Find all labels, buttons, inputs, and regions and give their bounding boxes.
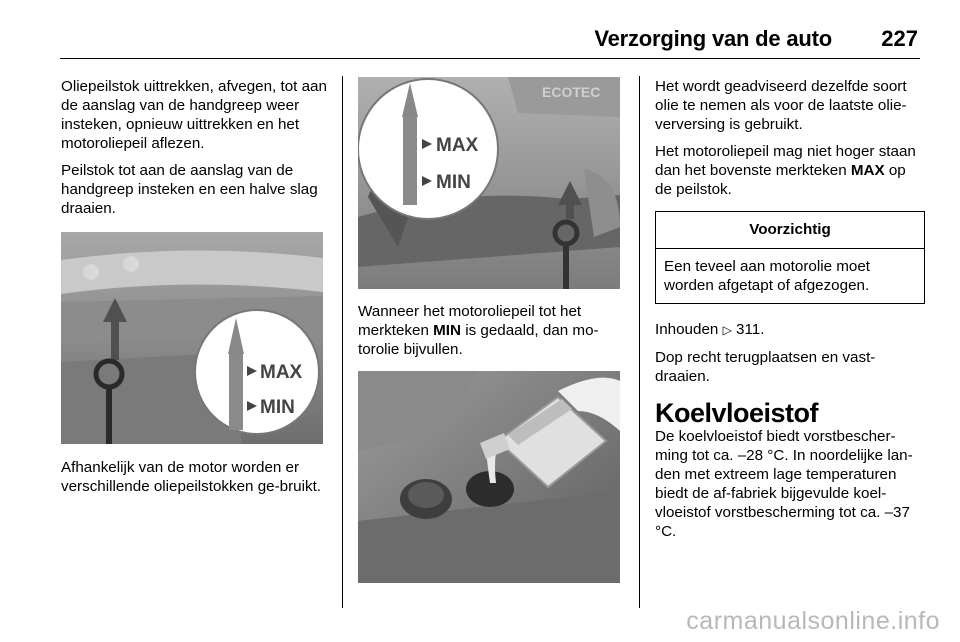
paragraph: Dop recht terugplaatsen en vast-draaien. bbox=[655, 349, 876, 385]
paragraph: Het motoroliepeil mag niet hoger staan dan het bovenste merkteken MAX op de peilstok. bbox=[655, 143, 916, 198]
column-divider bbox=[342, 76, 343, 608]
min-label: MIN bbox=[436, 172, 471, 193]
column-3 bbox=[655, 77, 925, 549]
paragraph: Het wordt geadviseerd dezelfde soort olie te nemen als voor de laatste olie-verversing is gebruikt. bbox=[655, 78, 907, 133]
page-header bbox=[60, 14, 920, 59]
warning-text: Een teveel aan motorolie moet worden afgetapt of afgezogen. bbox=[664, 258, 870, 294]
paragraph: De koelvloeistof biedt vorstbescher-ming tot ca. –28 °C. In noordelijke lan-den met extreem lage temperaturen biedt de af-fabriek bijgevulde koel-vloeistof vorstbescherming tot ca. –37 °C. bbox=[655, 428, 913, 540]
section-heading: Koelvloeistof bbox=[655, 398, 819, 428]
warning-box bbox=[655, 211, 925, 304]
column-1 bbox=[61, 77, 327, 504]
paragraph: Afhankelijk van de motor worden er verschillende oliepeilstokken ge-bruikt. bbox=[61, 459, 322, 495]
oil-filling-figure bbox=[358, 371, 626, 583]
min-mark-text: MIN bbox=[433, 322, 461, 339]
column-divider bbox=[639, 76, 640, 608]
max-mark-text: MAX bbox=[850, 162, 885, 179]
max-label: MAX bbox=[260, 362, 303, 383]
page-title: Verzorging van de auto bbox=[594, 26, 832, 51]
page-number: 227 bbox=[881, 26, 918, 51]
watermark: carmanualsonline.info bbox=[686, 607, 940, 635]
paragraph: Wanneer het motoroliepeil tot het merkteken MIN is gedaald, dan mo-torolie bijvullen. bbox=[358, 303, 599, 358]
paragraph: Inhouden ▷ 311. bbox=[655, 321, 765, 338]
min-label: MIN bbox=[260, 397, 295, 418]
max-label: MAX bbox=[436, 135, 479, 156]
dipstick-figure-1 bbox=[61, 232, 327, 444]
warning-title: Voorzichtig bbox=[656, 212, 924, 249]
page-reference[interactable]: 311. bbox=[731, 321, 765, 338]
paragraph: Oliepeilstok uittrekken, afvegen, tot aan de aanslag van de handgreep weer insteken, opnieuw uittrekken en het motoroliepeil aflezen. bbox=[61, 78, 327, 152]
engine-brand-text: ECOTEC bbox=[542, 84, 601, 100]
dipstick-figure-2 bbox=[358, 77, 626, 289]
column-2 bbox=[358, 77, 626, 583]
arrow-reference-icon[interactable]: ▷ bbox=[722, 323, 732, 337]
paragraph: Peilstok tot aan de aanslag van de handgreep insteken en een halve slag draaien. bbox=[61, 162, 318, 217]
